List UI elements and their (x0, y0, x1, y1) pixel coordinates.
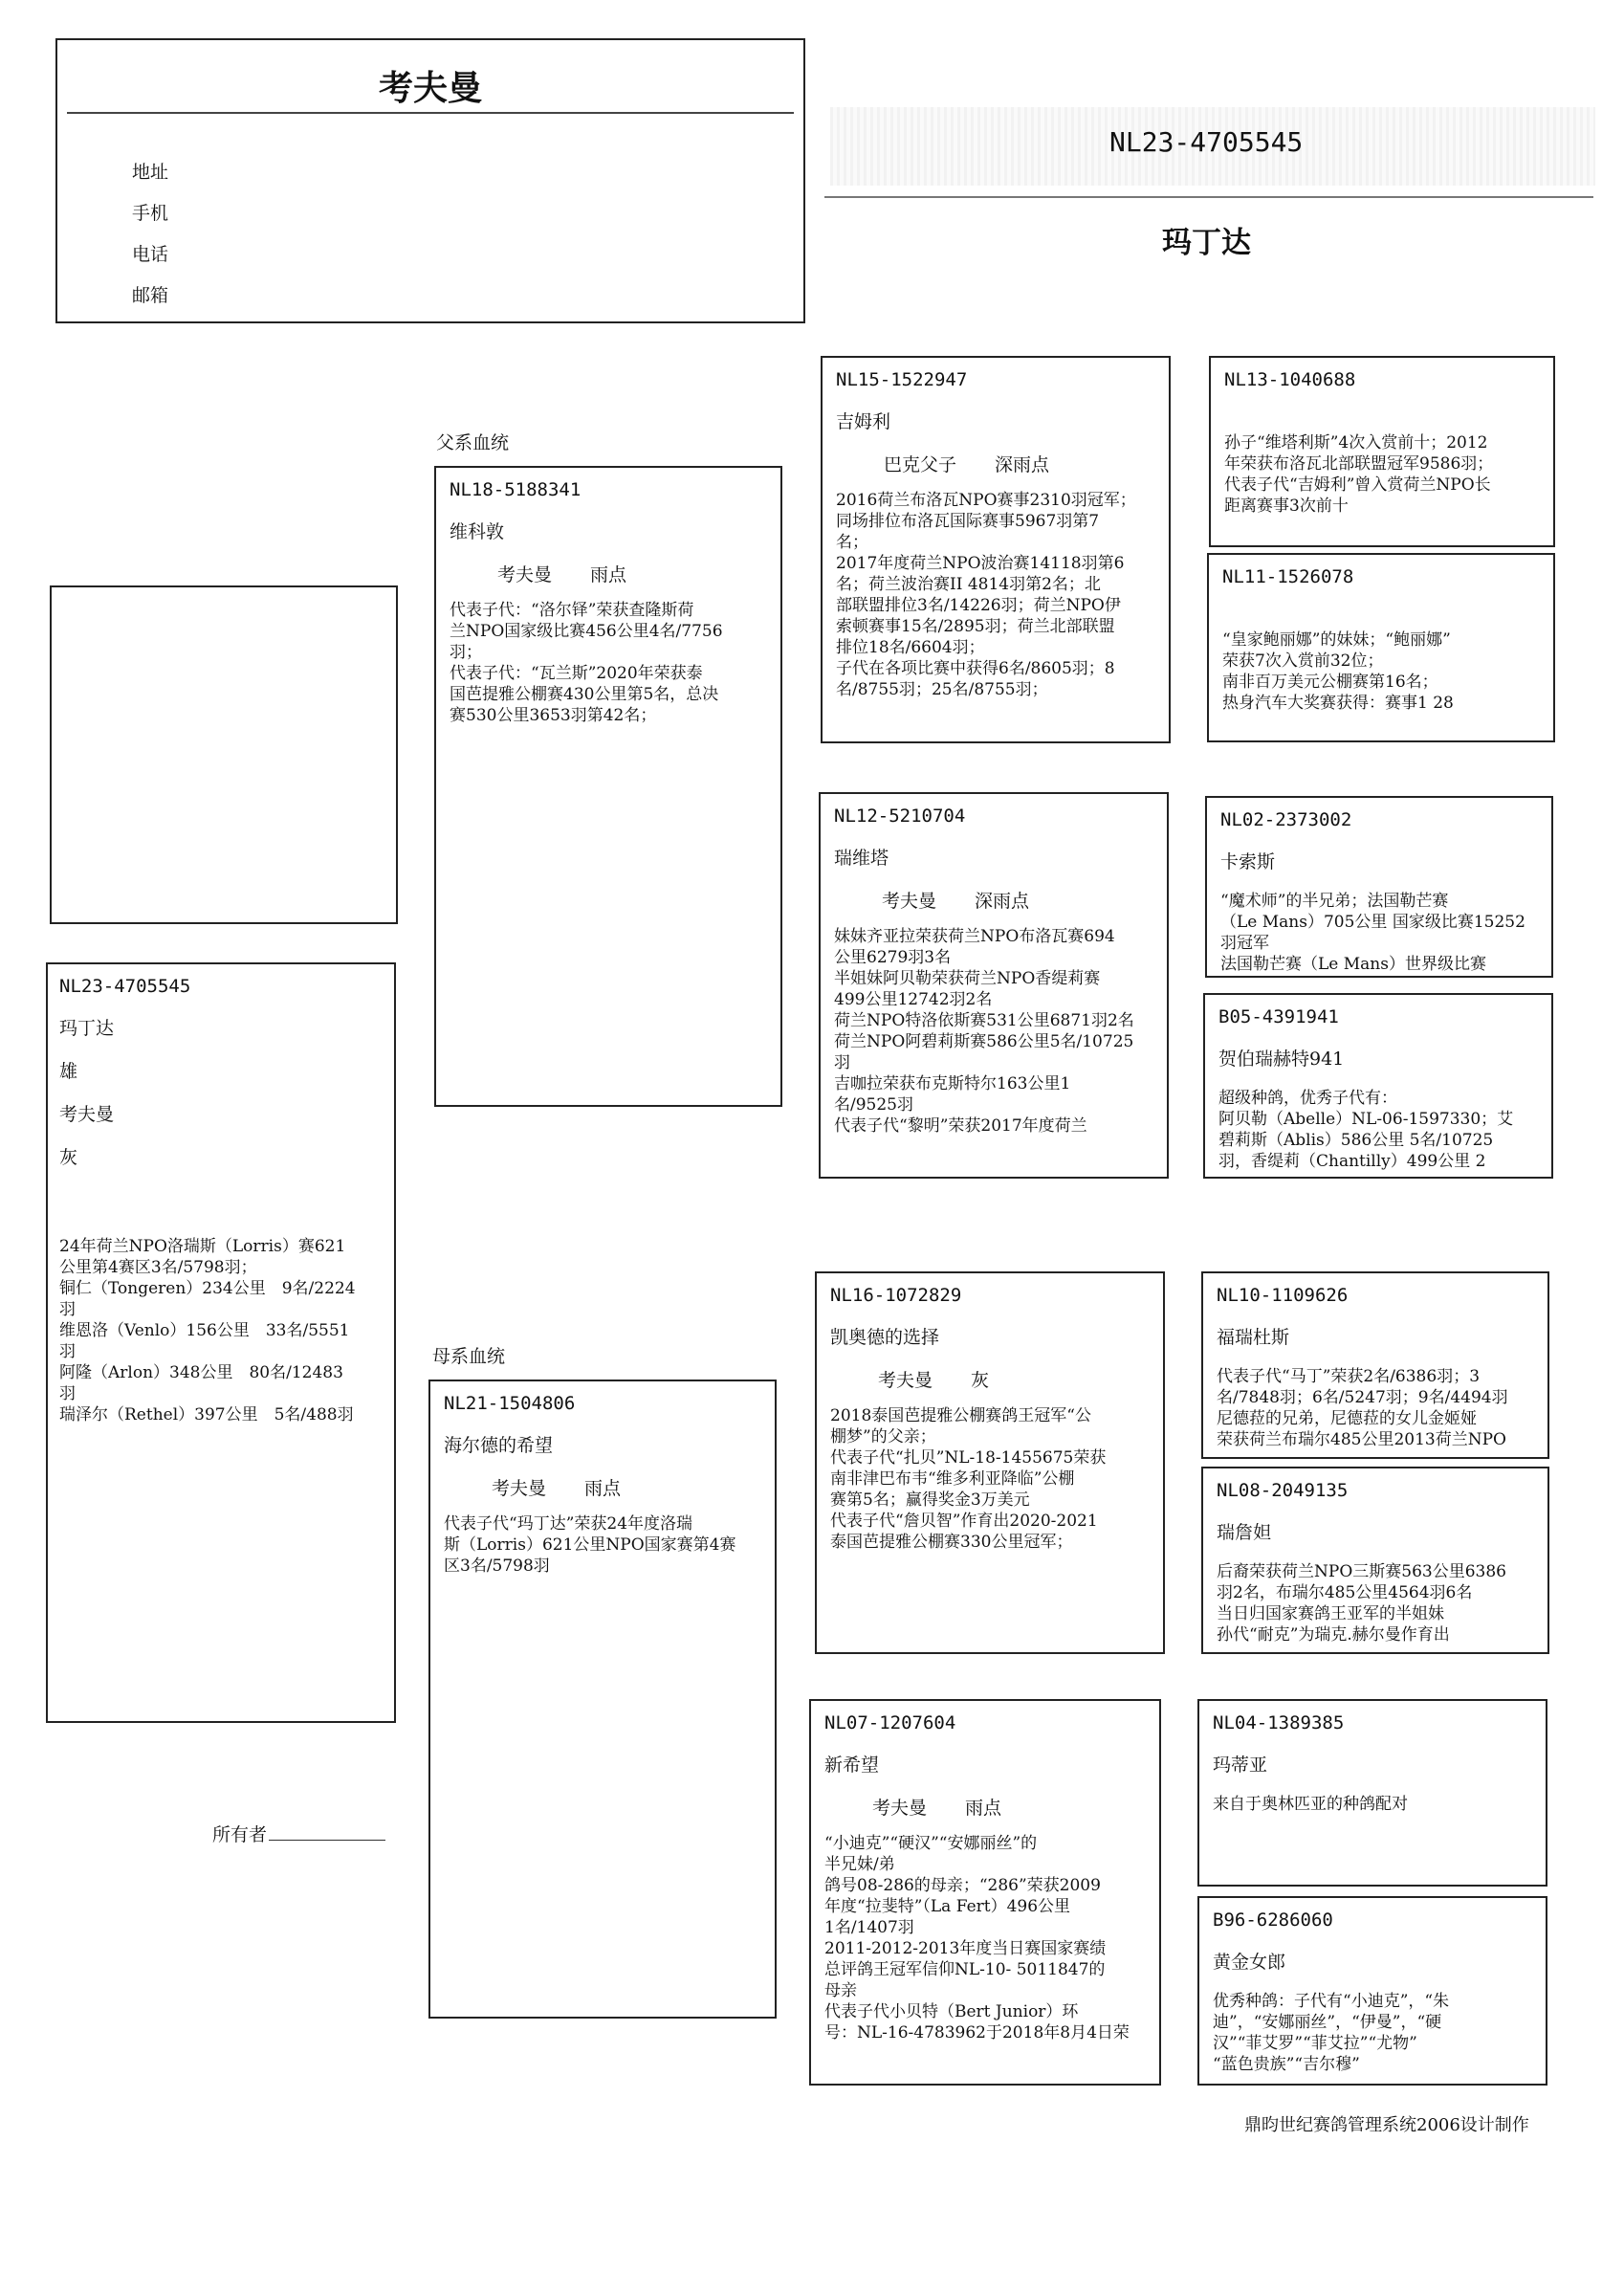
breeder-name: 考夫曼 (492, 1478, 547, 1499)
result-line: 尼德菈的兄弟，尼德菈的女儿金姬娅 (1217, 1409, 1477, 1428)
result-line: 24年荷兰NPO洛瑞斯（Lorris）赛621 (59, 1237, 346, 1256)
result-line: 鸽号08-286的母亲；“286”荣获2009 (824, 1876, 1101, 1895)
result-line: 羽 (59, 1342, 76, 1361)
breeder-name: 考夫曼 (59, 1104, 115, 1125)
result-line: 2016荷兰布洛瓦NPO赛事2310羽冠军； (836, 491, 1136, 510)
result-line: 碧莉斯（Ablis）586公里 5名/10725 (1218, 1131, 1494, 1150)
result-line: 南非百万美元公棚赛第16名； (1222, 673, 1438, 692)
result-line: 斯（Lorris）621公里NPO国家赛第4赛 (444, 1535, 736, 1555)
result-line: 吉咖拉荣获布克斯特尔163公里1 (834, 1074, 1071, 1093)
result-line: “蓝色贵族”“吉尔穆” (1213, 2055, 1360, 2074)
sire-dam-dam-card (1203, 993, 1553, 1179)
color: 灰 (59, 1147, 78, 1168)
result-line: 名/7848羽；6名/5247羽；9名/4494羽 (1217, 1388, 1508, 1407)
result-line: 距离赛事3次前十 (1224, 497, 1349, 516)
result-line: 羽 (59, 1384, 76, 1403)
dam-sire-card (815, 1271, 1165, 1654)
pigeon-name: 瑞维塔 (834, 848, 889, 869)
result-line: 当日归国家赛鸽王亚军的半姐妹 (1217, 1604, 1444, 1623)
result-line: 羽，香缇莉（Chantilly）499公里 2 (1218, 1152, 1486, 1171)
title-divider (824, 196, 1593, 198)
breeder-name: 考夫曼 (878, 1370, 933, 1391)
result-line: 总评鸽王冠军信仰NL-10- 5011847的 (824, 1960, 1106, 1979)
color: 雨点 (590, 564, 627, 585)
result-line: 号：NL-16-4783962于2018年8月4日荣 (824, 2023, 1130, 2042)
result-line: 后裔荣获荷兰NPO三斯赛563公里6386 (1217, 1562, 1506, 1581)
result-line: 名/8755羽；25名/8755羽； (836, 680, 1048, 699)
sire-line-label: 父系血统 (436, 432, 510, 453)
ring-number: B05-4391941 (1218, 1006, 1339, 1027)
ring-number: NL11-1526078 (1222, 566, 1354, 587)
ring-number: NL07-1207604 (824, 1712, 956, 1733)
sire-sire-card (821, 356, 1171, 743)
result-line: 羽冠军 (1220, 934, 1269, 953)
pigeon-name: 维科敦 (450, 521, 505, 542)
result-line: 代表子代：“瓦兰斯”2020年荣获泰 (450, 664, 703, 683)
owner-label: 所有者 (212, 1824, 268, 1845)
result-line: 优秀种鸽：子代有“小迪克”，“朱 (1213, 1992, 1450, 2011)
result-line: 汉”“菲艾罗”“菲艾拉”“尤物” (1213, 2034, 1417, 2053)
color: 深雨点 (995, 454, 1050, 475)
result-line: 名；荷兰波治赛II 4814羽第2名；北 (836, 575, 1101, 594)
result-line: 阿隆（Arlon）348公里 80名/12483 (59, 1363, 343, 1382)
result-line: 代表子代“扎贝”NL-18-1455675荣获 (830, 1448, 1107, 1468)
phone-label: 电话 (132, 244, 169, 265)
sire-dam-card (819, 792, 1169, 1179)
pigeon-name: 卡索斯 (1220, 851, 1276, 872)
result-line: 499公里12742羽2名 (834, 990, 993, 1009)
result-line: 2017年度荷兰NPO波治赛14118羽第6 (836, 554, 1125, 573)
address-label: 地址 (132, 162, 169, 183)
result-line: 法国勒芒赛（Le Mans）世界级比赛 (1220, 955, 1486, 974)
color: 雨点 (965, 1798, 1002, 1819)
result-line: （Le Mans）705公里 国家级比赛15252 (1220, 913, 1525, 932)
pigeon-name: 玛蒂亚 (1213, 1755, 1268, 1776)
result-line: 半姐妹阿贝勒荣获荷兰NPO香缇莉赛 (834, 969, 1101, 988)
pigeon-name: 玛丁达 (59, 1018, 115, 1039)
pigeon-name: 福瑞杜斯 (1217, 1327, 1290, 1348)
result-line: 来自于奥林匹亚的种鸽配对 (1213, 1795, 1408, 1814)
result-line: 兰NPO国家级比赛456公里4名/7756 (450, 622, 723, 641)
result-line: 代表子代“詹贝智”作育出2020-2021 (830, 1512, 1098, 1531)
result-line: 赛530公里3653羽第42名； (450, 706, 657, 725)
email-label: 邮箱 (132, 285, 169, 306)
result-line: 公里第4赛区3名/5798羽； (59, 1258, 257, 1277)
ring-number: NL16-1072829 (830, 1285, 962, 1306)
dam-line-label: 母系血统 (432, 1346, 506, 1367)
ring-number: NL18-5188341 (450, 479, 582, 500)
pigeon-name: 吉姆利 (836, 411, 891, 432)
result-line: 名； (836, 533, 868, 552)
result-line: 妹妹齐亚拉荣获荷兰NPO布洛瓦赛694 (834, 927, 1115, 946)
result-line: 南非津巴布韦“维多利亚降临”公棚 (830, 1469, 1075, 1489)
result-line: 荷兰NPO阿碧莉斯赛586公里5名/10725 (834, 1032, 1134, 1051)
ring-number: NL21-1504806 (444, 1393, 576, 1414)
result-line: “小迪克”“硬汉”“安娜丽丝”的 (824, 1834, 1038, 1853)
breeder-name: 考夫曼 (882, 891, 937, 912)
sire-sire-sire-card (1209, 356, 1555, 547)
result-line: 同场排位布洛瓦国际赛事5967羽第7 (836, 512, 1100, 531)
color: 深雨点 (975, 891, 1030, 912)
ring-number: NL02-2373002 (1220, 809, 1352, 830)
result-line: 棚梦”的父亲； (830, 1427, 936, 1446)
result-line: 母亲 (824, 1981, 857, 2000)
result-line: 2018泰国芭提雅公棚赛鸽王冠军“公 (830, 1406, 1091, 1425)
result-line: 荷兰NPO特洛依斯赛531公里6871羽2名 (834, 1011, 1134, 1030)
result-line: 1名/1407羽 (824, 1918, 914, 1937)
pigeon-ring-number: NL23-4705545 (1109, 126, 1304, 158)
dam-dam-card (809, 1699, 1161, 2086)
dam-dam-dam-card (1197, 1896, 1547, 2086)
sire-dam-sire-card (1205, 796, 1553, 978)
result-line: “皇家鲍丽娜”的妹妹；“鲍丽娜” (1222, 630, 1451, 650)
result-line: 排位18名/6604羽； (836, 638, 985, 657)
result-line: 瑞泽尔（Rethel）397公里 5名/488羽 (59, 1405, 354, 1424)
result-line: 子代在各项比赛中获得6名/8605羽；8 (836, 659, 1115, 678)
result-line: 迪”，“安娜丽丝”，“伊曼”，“硬 (1213, 2013, 1442, 2032)
result-line: 名/9525羽 (834, 1095, 913, 1115)
result-line: 年度“拉斐特”（La Fert）496公里 (824, 1897, 1071, 1916)
result-line: 泰国芭提雅公棚赛330公里冠军； (830, 1533, 1073, 1552)
result-line: 孙子“维塔利斯”4次入赏前十；2012 (1224, 433, 1488, 453)
footer-credit: 鼎昀世纪赛鸽管理系统2006设计制作 (1244, 2115, 1529, 2135)
ring-number: NL10-1109626 (1217, 1285, 1349, 1306)
dam-sire-dam-card (1201, 1467, 1549, 1654)
result-line: 代表子代小贝特（Bert Junior）环 (824, 2002, 1079, 2021)
pigeon-name: 玛丁达 (1162, 226, 1251, 260)
result-line: 羽2名，布瑞尔485公里4564羽6名 (1217, 1583, 1473, 1602)
result-line: 羽 (59, 1300, 76, 1319)
result-line: 维恩洛（Venlo）156公里 33名/5551 (59, 1321, 350, 1340)
color: 雨点 (584, 1478, 622, 1499)
result-line: 国芭提雅公棚赛430公里第5名，总决 (450, 685, 719, 704)
result-line: 羽 (834, 1053, 850, 1072)
ring-number: B96-6286060 (1213, 1910, 1333, 1931)
breeder-name: 考夫曼 (872, 1798, 928, 1819)
ring-number: NL13-1040688 (1224, 369, 1356, 390)
result-line: 代表子代“马丁”荣获2名/6386羽；3 (1217, 1367, 1481, 1386)
result-line: 热身汽车大奖赛获得：赛事1 28 (1222, 694, 1454, 713)
result-line: 荣获荷兰布瑞尔485公里2013荷兰NPO (1217, 1430, 1506, 1449)
pigeon-name: 瑞詹妲 (1217, 1522, 1272, 1543)
ring-number: NL15-1522947 (836, 369, 968, 390)
color: 灰 (971, 1370, 990, 1391)
sex: 雄 (59, 1061, 78, 1082)
breeder-title: 考夫曼 (378, 69, 482, 108)
pigeon-name: 黄金女郎 (1213, 1952, 1286, 1973)
result-line: 索顿赛事15名/2895羽；荷兰北部联盟 (836, 617, 1115, 636)
result-line: 代表子代“黎明”荣获2017年度荷兰 (834, 1116, 1087, 1136)
result-line: 2011-2012-2013年度当日赛国家赛绩 (824, 1939, 1107, 1958)
breeder-header (55, 38, 805, 323)
result-line: 年荣获布洛瓦北部联盟冠军9586羽； (1224, 454, 1494, 474)
sire-sire-dam-card (1207, 553, 1555, 742)
result-line: 部联盟排位3名/14226羽；荷兰NPO伊 (836, 596, 1121, 615)
result-line: 荣获7次入赏前32位； (1222, 651, 1384, 671)
result-line: 阿贝勒（Abelle）NL-06-1597330；艾 (1218, 1110, 1514, 1129)
result-line: 铜仁（Tongeren）234公里 9名/2224 (59, 1279, 356, 1298)
result-line: 公里6279羽3名 (834, 948, 952, 967)
ring-number: NL12-5210704 (834, 806, 966, 827)
owner-signature-line (269, 1840, 385, 1841)
sire-card (434, 466, 782, 1107)
dam-card (428, 1380, 777, 2019)
ring-number: NL04-1389385 (1213, 1712, 1345, 1733)
pigeon-name: 凯奥德的选择 (830, 1327, 940, 1348)
result-line: 代表子代“吉姆利”曾入赏荷兰NPO长 (1224, 475, 1491, 495)
dam-sire-sire-card (1201, 1271, 1549, 1459)
ring-number: NL08-2049135 (1217, 1480, 1349, 1501)
result-line: “魔术师”的半兄弟；法国勒芒赛 (1220, 892, 1449, 911)
result-line: 羽； (450, 643, 482, 662)
result-line: 赛第5名；赢得奖金3万美元 (830, 1490, 1030, 1510)
result-line: 代表子代：“洛尔铎”荣获查隆斯荷 (450, 601, 694, 620)
subject-card (46, 962, 396, 1723)
result-line: 半兄妹/弟 (824, 1855, 895, 1874)
header-divider (67, 112, 794, 114)
result-line: 超级种鸽，优秀子代有： (1218, 1089, 1397, 1108)
breeder-name: 巴克父子 (884, 454, 957, 475)
mobile-label: 手机 (132, 203, 169, 224)
breeder-name: 考夫曼 (497, 564, 553, 585)
result-line: 代表子代“玛丁达”荣获24年度洛瑞 (444, 1514, 693, 1534)
owner-field (212, 1821, 385, 1846)
photo-frame (50, 585, 398, 924)
pigeon-name: 海尔德的希望 (444, 1435, 554, 1456)
pigeon-name: 贺伯瑞赫特941 (1218, 1049, 1345, 1070)
result-line: 孙代“耐克”为瑞克.赫尔曼作育出 (1217, 1625, 1450, 1645)
dam-dam-sire-card (1197, 1699, 1547, 1887)
result-line: 区3名/5798羽 (444, 1556, 550, 1576)
ring-number: NL23-4705545 (59, 976, 191, 997)
pigeon-name: 新希望 (824, 1755, 880, 1776)
